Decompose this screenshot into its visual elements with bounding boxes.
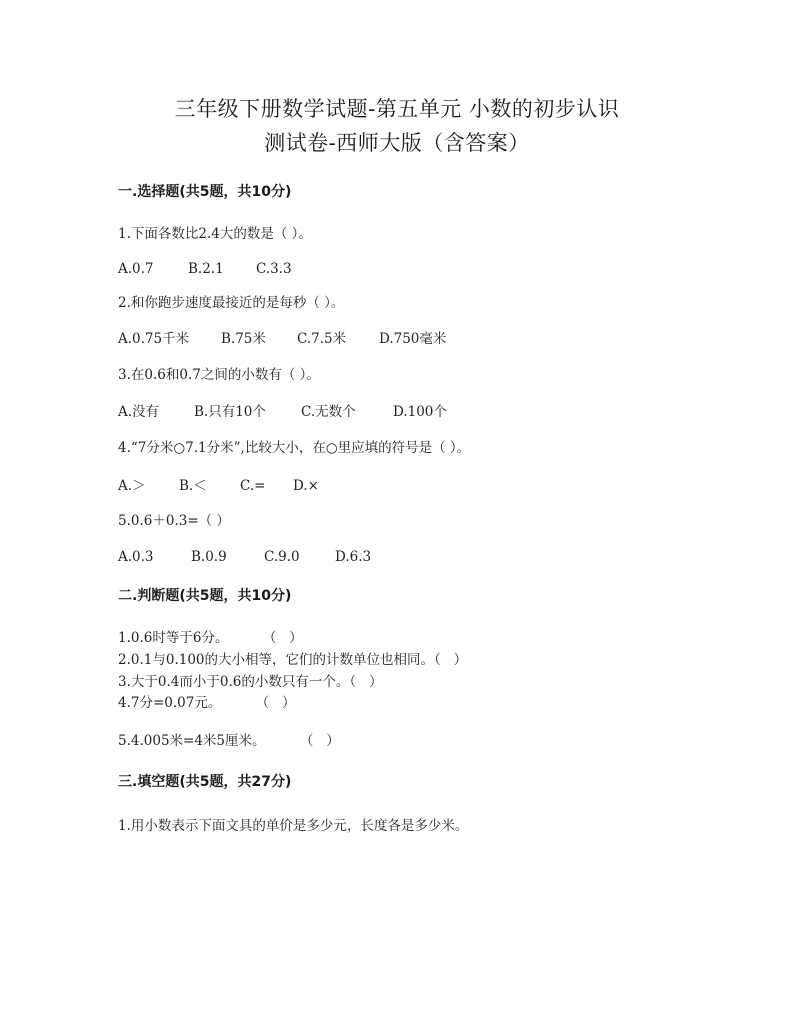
judgement-item: 1.0.6时等于6分。 （ ） — [118, 630, 303, 646]
question-options — [118, 260, 292, 278]
option: B.＜ — [179, 478, 207, 494]
option: D.100个 — [393, 404, 447, 420]
question-options — [118, 403, 447, 421]
question-text: 2.和你跑步速度最接近的是每秒（ ）。 — [118, 295, 345, 311]
judgement-item: 2.0.1与0.100的大小相等，它们的计数单位也相同。（ ） — [118, 652, 468, 668]
question-options — [118, 330, 446, 348]
option: A.0.3 — [118, 549, 154, 565]
judgement-item: 4.7分=0.07元。 （ ） — [118, 695, 296, 711]
document-title-line2: 测试卷-西师大版（含答案） — [264, 131, 530, 155]
question-options — [118, 477, 319, 495]
question-options — [118, 548, 371, 566]
document-title-line1: 三年级下册数学试题-第五单元 小数的初步认识 — [174, 97, 620, 121]
option: B.75米 — [221, 331, 266, 347]
question-text: 1.下面各数比2.4大的数是（ ）。 — [118, 226, 312, 242]
option: C.9.0 — [264, 549, 300, 565]
section-heading-judgement: 二.判断题(共5题，共10分) — [118, 588, 292, 604]
judgement-item: 3.大于0.4而小于0.6的小数只有一个。（ ） — [118, 674, 383, 690]
option: D.750毫米 — [379, 331, 447, 347]
option: A.0.7 — [118, 261, 154, 277]
option: A.没有 — [118, 404, 160, 420]
option: B.2.1 — [188, 261, 224, 277]
fill-in-item: 1.用小数表示下面文具的单价是多少元，长度各是多少米。 — [118, 818, 469, 834]
judgement-item: 5.4.005米=4米5厘米。 （ ） — [118, 733, 340, 749]
question-text: 3.在0.6和0.7之间的小数有（ ）。 — [118, 367, 320, 383]
option: A.＞ — [118, 478, 146, 494]
option: C.3.3 — [256, 261, 292, 277]
section-heading-choice: 一.选择题(共5题，共10分) — [118, 184, 292, 200]
option: B.0.9 — [191, 549, 227, 565]
option: D.× — [293, 478, 319, 494]
option: B.只有10个 — [194, 404, 266, 420]
option: D.6.3 — [335, 549, 372, 565]
option: A.0.75千米 — [118, 331, 190, 347]
option: C.无数个 — [301, 404, 356, 420]
section-heading-fill-in: 三.填空题(共5题，共27分) — [118, 774, 292, 790]
option: C.7.5米 — [297, 331, 347, 347]
question-text: 4.“7分米○7.1分米”,比较大小，在○里应填的符号是（ ）。 — [118, 440, 471, 456]
option: C.= — [240, 478, 266, 494]
question-text: 5.0.6＋0.3=（ ） — [118, 513, 230, 529]
